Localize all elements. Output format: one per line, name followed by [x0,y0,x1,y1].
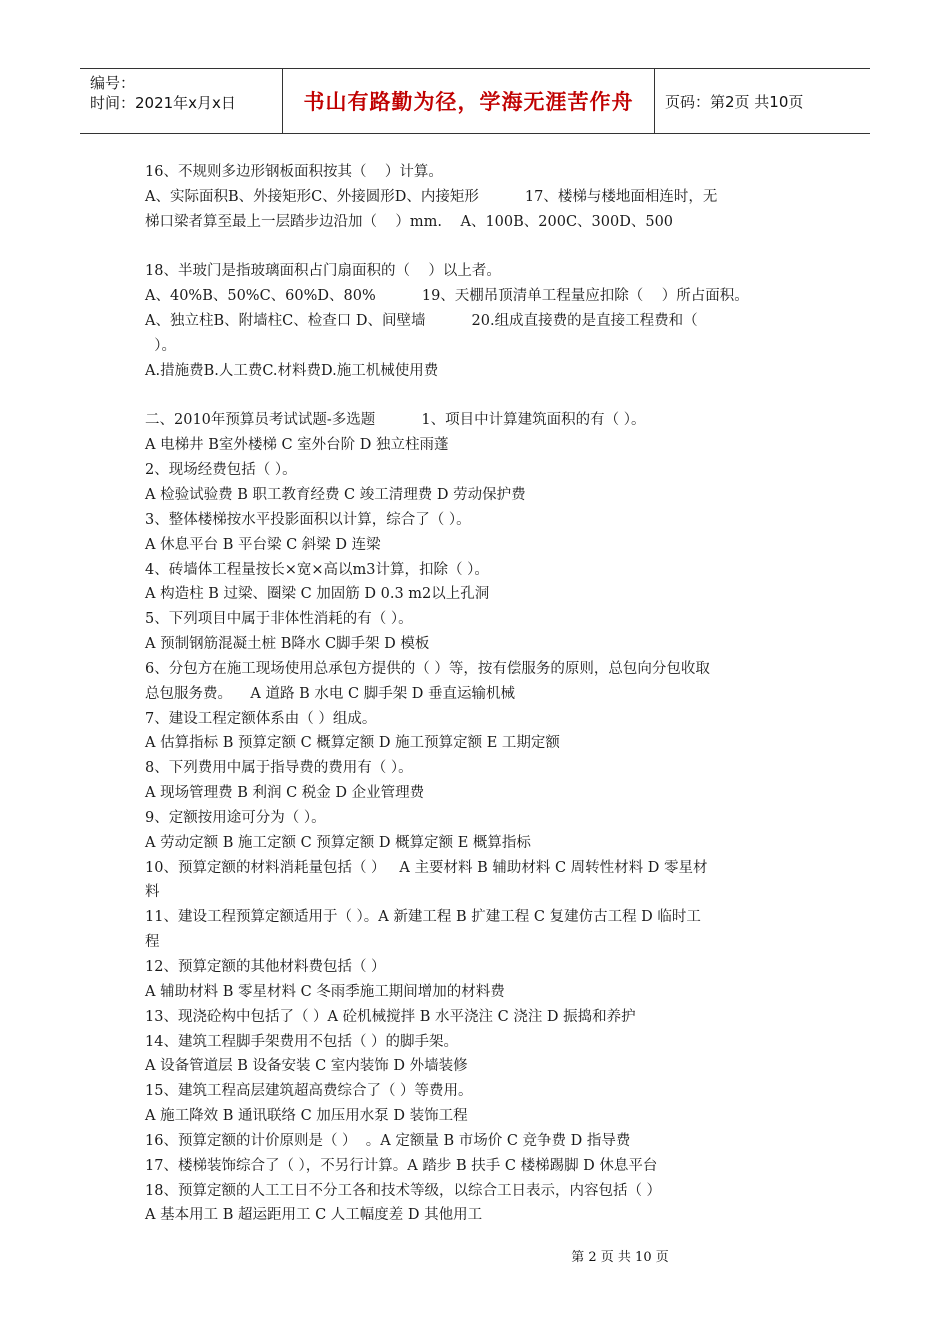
text-line: A 检验试验费 B 职工教育经费 C 竣工清理费 D 劳动保护费 [145,486,526,503]
text-line: 4、砖墙体工程量按长×宽×高以m3计算，扣除（ ）。 [145,561,489,578]
text-line: 10、预算定额的材料消耗量包括（ ） A 主要材料 B 辅助材料 C 周转性材料 D 零星材 [145,859,708,876]
header-info-cell [80,69,283,133]
text-line: 14、建筑工程脚手架费用不包括（ ）的脚手架。 [145,1033,459,1050]
text-line: A.措施费B.人工费C.材料费D.施工机械使用费 [145,362,439,379]
text-line: 8、下列费用中属于指导费的费用有（ ）。 [145,760,413,777]
header-page-number: 页码：第2页 共10页 [665,92,804,111]
text-line: 13、现浇砼构中包括了（ ）A 砼机械搅拌 B 水平浇注 C 浇注 D 振捣和养护 [145,1008,636,1025]
text-line: 7、建设工程定额体系由（ ）组成。 [145,710,377,727]
text-line: 6、分包方在施工现场使用总承包方提供的（ ）等，按有偿服务的原则，总包向分包收取 [145,660,710,677]
text-line: A 电梯井 B室外楼梯 C 室外台阶 D 独立柱雨蓬 [145,437,449,454]
text-line: A、独立柱B、附墙柱C、检查口 D、间壁墙 20.组成直接费的是直接工程费和（ [145,313,698,330]
text-line: ）。 [145,337,176,354]
text-line: 二、2010年预算员考试试题-多选题 1、项目中计算建筑面积的有（ ）。 [145,412,646,429]
text-line: A 施工降效 B 通讯联络 C 加压用水泵 D 装饰工程 [145,1108,468,1125]
text-line: A 基本用工 B 超运距用工 C 人工幅度差 D 其他用工 [145,1207,483,1224]
header-motto: 书山有路勤为径，学海无涯苦作舟 [283,69,655,133]
text-line: 15、建筑工程高层建筑超高费综合了（ ）等费用。 [145,1083,473,1100]
text-line: 18、预算定额的人工工日不分工各和技术等级，以综合工日表示，内容包括（ ） [145,1182,662,1199]
text-line: 12、预算定额的其他材料费包括（ ） [145,959,386,975]
text-line: 18、半玻门是指玻璃面积占门扇面积的（ ）以上者。 [145,263,501,280]
text-line: A、40%B、50%C、60%D、80% 19、天棚吊顶清单工程量应扣除（ ）所占面积。 [145,288,749,305]
text-line: 料 [145,884,160,901]
text-line: A 构造柱 B 过梁、圈梁 C 加固筋 D 0.3 m2以上孔洞 [145,586,490,603]
text-line: 3、整体楼梯按水平投影面积以计算，综合了（ ）。 [145,511,471,528]
text-line: 梯口梁者算至最上一层踏步边沿加（ ）mm. A、100B、200C、300D、500 [145,213,674,230]
text-line: 16、预算定额的计价原则是（ ） 。A 定额量 B 市场价 C 竞争费 D 指导费 [145,1132,631,1149]
text-line: A、实际面积B、外接矩形C、外接圆形D、内接矩形 17、楼梯与楼地面相连时，无 [145,188,718,205]
text-line: 11、建设工程预算定额适用于（ ）。A 新建工程 B 扩建工程 C 复建仿古工程 D 临时工 [145,909,701,926]
text-line: A 设备管道层 B 设备安装 C 室内装饰 D 外墙装修 [145,1058,468,1075]
blank-line [145,235,805,260]
text-line: A 辅助材料 B 零星材料 C 冬雨季施工期间增加的材料费 [145,983,505,1000]
document-body [145,160,805,1228]
text-line: 9、定额按用途可分为（ ）。 [145,809,326,826]
text-line: 5、下列项目中属于非体性消耗的有（ ）。 [145,611,413,628]
text-line: A 预制钢筋混凝土桩 B降水 C脚手架 D 模板 [145,636,430,653]
document-time-label: 时间：2021年x月x日 [90,94,236,112]
document-number-label: 编号： [90,74,136,92]
text-line: A 休息平台 B 平台梁 C 斜梁 D 连梁 [145,536,381,553]
blank-line [145,384,805,409]
text-line: 程 [145,934,160,951]
text-line: A 现场管理费 B 利润 C 税金 D 企业管理费 [145,785,425,802]
page-footer [0,1246,950,1265]
page-header [80,68,870,134]
text-line: A 劳动定额 B 施工定额 C 预算定额 D 概算定额 E 概算指标 [145,834,531,851]
text-line: 16、不规则多边形钢板面积按其（ ）计算。 [145,164,443,180]
text-line: 总包服务费。 A 道路 B 水电 C 脚手架 D 垂直运输机械 [145,685,516,702]
text-line: 17、楼梯装饰综合了（ ），不另行计算。A 踏步 B 扶手 C 楼梯踢脚 D 休息平台 [145,1157,658,1174]
text-line: 2、现场经费包括（ ）。 [145,462,297,479]
text-line: A 估算指标 B 预算定额 C 概算定额 D 施工预算定额 E 工期定额 [145,735,560,752]
footer-page-number: 第 2 页 共 10 页 [571,1250,669,1265]
